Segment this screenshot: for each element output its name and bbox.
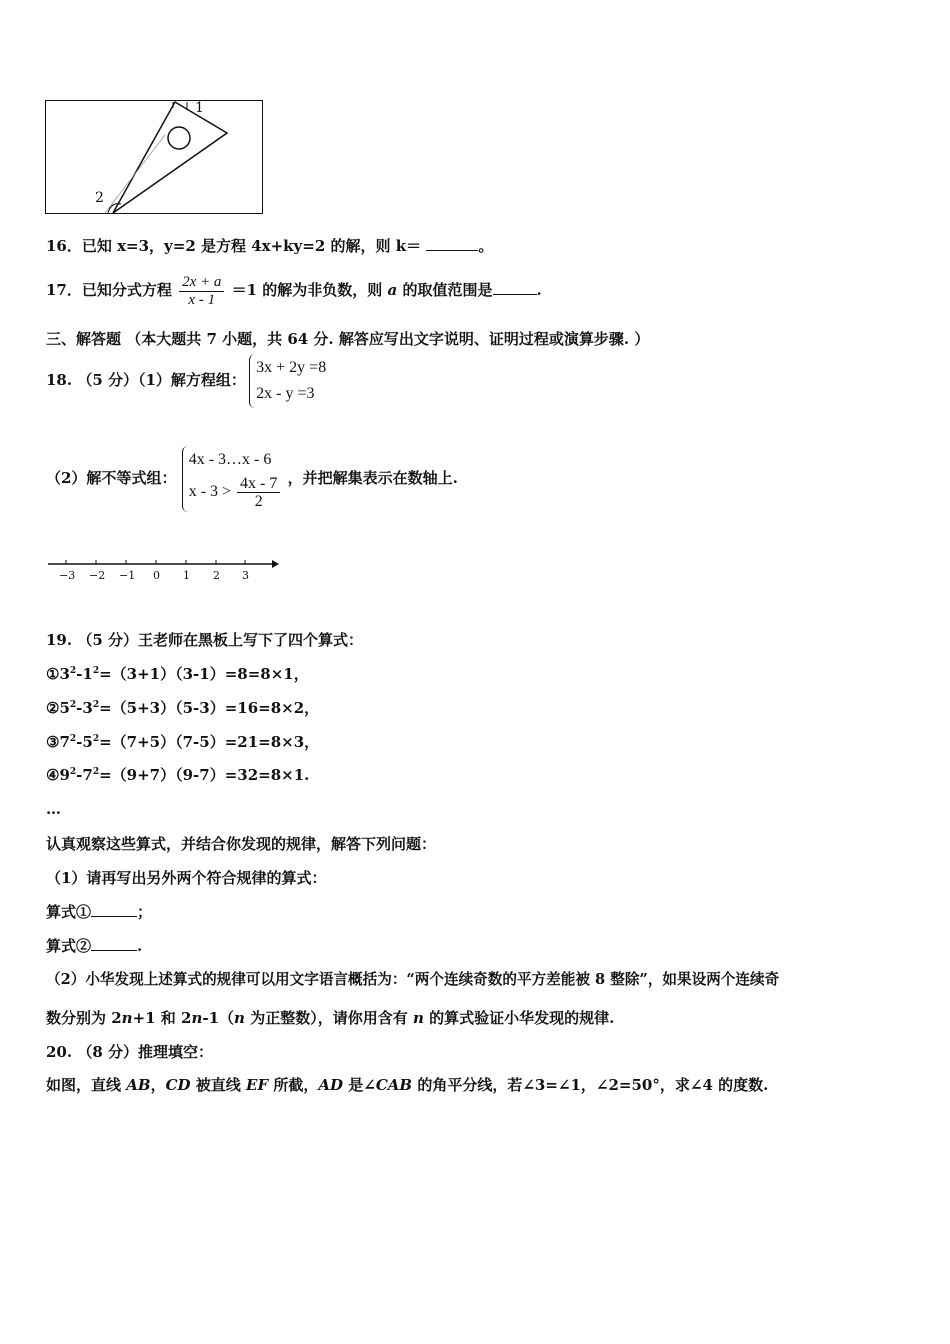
q20-text-2: ， [150, 1076, 166, 1094]
q18-inequality-fraction-denominator: 2 [254, 492, 263, 510]
formula-1-exp1: 2 [69, 666, 77, 676]
q17-middle: ＝1 的解为非负数，则 [231, 281, 383, 299]
formula-3-a: ③7 [46, 733, 70, 751]
q19-alg1-end: ； [137, 903, 153, 921]
q20-line-ad: AD [318, 1076, 344, 1094]
q19-p2-text-d: 为正整数），请你用含有 [250, 1009, 408, 1027]
q17-prefix: 17．已知分式方程 [46, 281, 172, 299]
tick-label: 3 [242, 569, 249, 582]
question-16 [46, 236, 493, 256]
q20-text-6: 的角平分线，若∠3=∠1，∠2=50°，求∠4 的度数. [417, 1076, 769, 1094]
q18-inequality-2-left: x - 3 > [188, 483, 232, 500]
q19-alg2-end: . [137, 937, 143, 955]
q20-text-5: 是∠ [348, 1076, 376, 1094]
q19-ellipsis: … [46, 800, 61, 818]
q19-alg2-label: 算式② [46, 937, 92, 955]
q18-part2-suffix: ，并把解集表示在数轴上. [287, 469, 458, 487]
q18-equation-1: 3x + 2y =8 [256, 359, 327, 376]
formula-2-b: -3 [76, 699, 93, 717]
formula-4-b: -7 [76, 766, 93, 784]
q18-part2-label: （2）解不等式组： [46, 469, 177, 487]
formula-3 [46, 732, 319, 752]
formula-4-a: ④9 [46, 766, 70, 784]
q16-answer-blank[interactable] [426, 236, 478, 251]
q20-angle-cab: CAB [375, 1076, 413, 1094]
formula-1-a: ①3 [46, 665, 70, 683]
formula-4 [46, 765, 309, 785]
formula-1-exp2: 2 [92, 666, 100, 676]
q17-fraction-denominator: x - 1 [188, 291, 216, 308]
q19-p2-var-n: n [412, 1009, 424, 1027]
q20-line-ef: EF [246, 1076, 269, 1094]
q19-part2-line2 [46, 1008, 614, 1028]
figure-triangle-ruler [45, 100, 263, 214]
q16-text: 16．已知 x=3，y=2 是方程 4x+ky=2 的解，则 k＝ [46, 237, 422, 255]
q19-observe: 认真观察这些算式，并结合你发现的规律，解答下列问题： [46, 835, 437, 853]
q20-line-cd: CD [165, 1076, 191, 1094]
q20-text-3: 被直线 [195, 1076, 241, 1094]
triangle-ruler-diagram [45, 100, 264, 215]
formula-4-exp2: 2 [92, 767, 100, 777]
q18-label: 18. （5 分）（1）解方程组： [46, 371, 246, 389]
question-20-body [46, 1075, 768, 1095]
q19-p2-var-n: n [121, 1009, 133, 1027]
q17-fraction [179, 274, 224, 309]
tick-label: 1 [183, 569, 190, 582]
tick-label: 0 [153, 569, 160, 582]
formula-3-exp1: 2 [69, 734, 77, 744]
q20-line-ab: AB [126, 1076, 151, 1094]
angle-label-1: 1 [195, 100, 204, 116]
number-line-axis [46, 556, 282, 570]
q19-p2-var-n: n [191, 1009, 203, 1027]
formula-1-b: -1 [76, 665, 93, 683]
formula-4-c: =（9+7）（9-7）=32=8×1. [99, 766, 310, 784]
tick-label: −1 [119, 569, 136, 582]
q17-answer-blank[interactable] [493, 280, 537, 295]
q19-p2-var-n: n [234, 1009, 245, 1027]
q19-part2-line1: （2）小华发现上述算式的规律可以用文字语言概括为：“两个连续奇数的平方差能被 8 整除”，如果设两个连续奇 [46, 971, 780, 988]
q19-algorithm-1 [46, 902, 152, 922]
question-17 [46, 270, 542, 310]
formula-2-exp2: 2 [92, 700, 100, 710]
question-20-label: 20. （8 分）推理填空： [46, 1043, 213, 1061]
q19-p2-text-b: +1 和 2 [132, 1009, 192, 1027]
q19-alg1-blank[interactable] [91, 902, 137, 917]
tick-label: 2 [213, 569, 220, 582]
formula-2-a: ②5 [46, 699, 70, 717]
q19-alg1-label: 算式① [46, 903, 92, 921]
q18-equation-2: 2x - y =3 [256, 385, 315, 402]
q19-p2-text-a: 数分别为 2 [46, 1009, 122, 1027]
q20-text-1: 如图，直线 [46, 1076, 122, 1094]
formula-4-exp1: 2 [69, 767, 77, 777]
formula-3-exp2: 2 [92, 734, 100, 744]
q18-inequality-fraction [237, 475, 280, 510]
question-19-label: 19. （5 分）王老师在黑板上写下了四个算式： [46, 631, 363, 649]
formula-2-c: =（5+3）（5-3）=16=8×2， [99, 699, 320, 717]
q17-fraction-numerator: 2x + a [179, 274, 224, 292]
angle-label-2: 2 [95, 190, 104, 206]
q19-algorithm-2 [46, 936, 142, 956]
q18-inequality-2-row [189, 473, 283, 511]
q17-end: . [536, 281, 542, 299]
q19-part1: （1）请再写出另外两个符合规律的算式： [46, 869, 327, 887]
formula-2-exp1: 2 [69, 700, 77, 710]
q18-equation-system [249, 354, 326, 408]
formula-3-b: -5 [76, 733, 93, 751]
q18-inequality-fraction-numerator: 4x - 7 [237, 475, 280, 493]
q16-end: 。 [478, 237, 494, 255]
number-line [46, 555, 282, 587]
q17-suffix: 的取值范围是 [402, 281, 493, 299]
tick-label: −2 [89, 569, 106, 582]
q19-alg2-blank[interactable] [91, 936, 137, 951]
formula-2 [46, 698, 319, 718]
question-18-part-2 [46, 438, 458, 518]
formula-1 [46, 664, 309, 684]
section-3-title: 三、解答题 （本大题共 7 小题，共 64 分. 解答应写出文字说明、证明过程或演算步骤. ） [46, 330, 650, 348]
q17-var: a [387, 281, 398, 299]
q20-text-4: 所截， [273, 1076, 319, 1094]
formula-3-c: =（7+5）（7-5）=21=8×3， [99, 733, 320, 751]
q18-inequality-1: 4x - 3…x - 6 [188, 451, 272, 468]
q19-p2-text-c: -1（ [202, 1009, 235, 1027]
q19-p2-text-e: 的算式验证小华发现的规律. [429, 1009, 615, 1027]
formula-1-c: =（3+1）（3-1）=8=8×1， [99, 665, 309, 683]
question-18-part-1 [46, 352, 326, 408]
q18-inequality-system [182, 446, 283, 512]
tick-label: −3 [59, 569, 76, 582]
